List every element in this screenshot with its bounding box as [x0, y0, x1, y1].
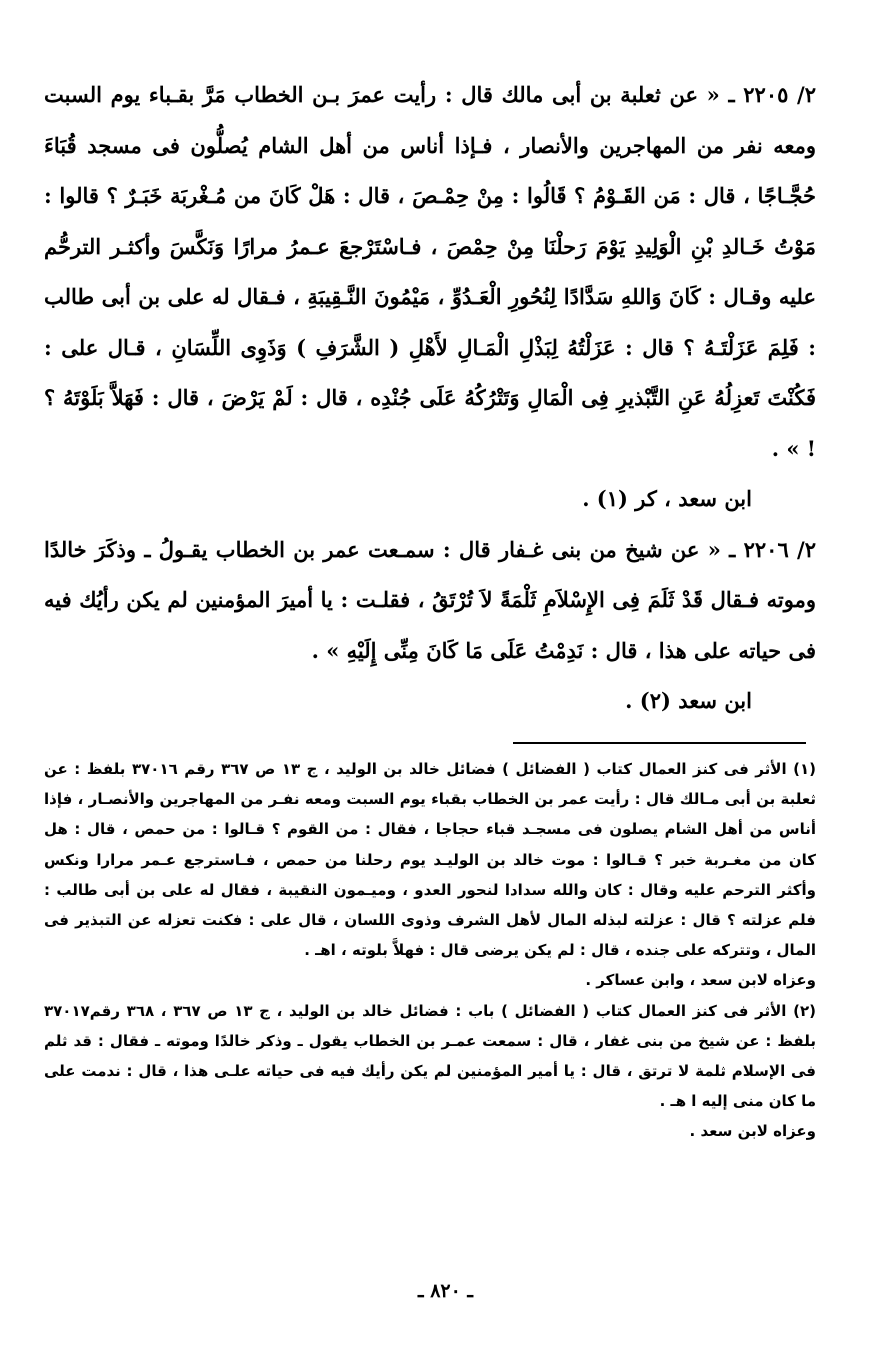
hadith-entry-2206: ٢/ ٢٢٠٦ ـ « عن شيخ من بنى غـفار قال : سمـعت عمر بن الخطاب يقـولُ ـ وذكَرَ خالدًا وموته فـقال قَدْ ثَلَمَ فِى الإِسْلاَمِ ثَلْمَةً لاَ تُرْتَقُ ، فقلـت : يا أميرَ المؤمنين لم يكن رأيُك فيه فى حياته على هذا ، قال : نَدِمْتُ عَلَى مَا كَانَ مِنِّى إِلَيْهِ » .: [44, 536, 816, 663]
footnotes: [44, 754, 816, 1147]
hadith-source-2206: ابن سعد (٢) .: [625, 688, 752, 713]
footnote-1-attribution: وعزاه لابن سعد ، وابن عساكر .: [585, 971, 816, 990]
footnote-1: (١) الأثر فى كنز العمال كتاب ( الفضائل ) فضائل خالد بن الوليد ، ج ١٣ ص ٣٦٧ رقم ٣٧٠١٦ بلفظ : عن ثعلبة بن أبى مـالك قال : رأيت عمر بن الخطاب بقباء يوم السبت ومعه نفـر من المهاجرين والأنصـار ، فإذا أناس من أهل الشام يصلون فى مسجـد قباء حجاجا ، فقال : من القوم ؟ قـالوا : من حمص ، قال : هل كان من مغـربة خبر ؟ قـالوا : موت خالد بن الوليـد يوم رحلنا من حمص ، فـاسترجع عـمر مرارا ونكس وأكثر الترحم عليه وقال : كان والله سدادا لنحور العدو ، وميـمون النقيبة ، فقال له على بن أبى طالب : فلم عزلته ؟ قال : عزلته لبذله المال لأهل الشرف وذوى اللسان ، قال على : فكنت تعزله عن التبذير فى المال ، وتتركه على جنده ، قال : لم يكن يرضى قال : فهلاَّ بلوته ، اهـ .: [44, 760, 816, 960]
footnote-2-attribution: وعزاه لابن سعد .: [689, 1122, 816, 1141]
main-text: [44, 70, 816, 727]
footnote-divider: [513, 742, 806, 744]
page-number: ـ ٨٢٠ ـ: [418, 1280, 473, 1302]
hadith-source-2205: ابن سعد ، كر (١) .: [582, 486, 752, 511]
footnote-2: (٢) الأثر فى كنز العمال كتاب ( الفضائل ) باب : فضائل خالد بن الوليد ، ج ١٣ ص ٣٦٧ ، ٣٦٨ رقم٣٧٠١٧ بلفظ : عن شيخ من بنى غفار ، قال : سمعت عمـر بن الخطاب يقول ـ وذكر خالدًا وموته ـ فقال : قد ثلم فى الإسلام ثلمة لا ترتق ، قال : يا أمير المؤمنين لم يكن رأيك فيه فى حياته علـى هذا ، قال : ندمت على ما كان منى إليه ا هـ .: [44, 1001, 816, 1111]
hadith-entry-2205: ٢/ ٢٢٠٥ ـ « عن ثعلبة بن أبى مالك قال : رأيت عمرَ بـن الخطاب مَرَّ بقـباء يوم السبت ومعه نفر من المهاجرين والأنصار ، فـإذا أناس من أهل الشام يُصلُّون فى مسجد قُبَاءَ حُجَّـاجًا ، قال : مَن القَـوْمُ ؟ قَالُوا : مِنْ حِمْـصَ ، قال : هَلْ كَانَ من مُـغْربَة خَبَـرٌ ؟ قالوا : مَوْتُ خَـالدِ بْنِ الْوَلِيدِ يَوْمَ رَحلْنَا مِنْ حِمْصَ ، فـاسْتَرْجعَ عـمرُ مرارًا وَنَكَّسَ وأكثـر الترحُّم عليه وقـال : كَانَ وَاللهِ سَدَّادًا لِنُحُورِ الْعَـدُوِّ ، مَيْمُونَ النَّـقِيبَةِ ، فـقال له على بن أبى طالب : فَلِمَ عَزَلْتَـهُ ؟ قال : عَزَلْتُهُ لِبَذْلِ الْمَـالِ لأَهْلِ ( الشَّرَفِ ) وَذَوِى اللِّسَانِ ، قـال على : فَكُنْتَ تَعزِلُهُ عَنِ التَّبْذيرِ فِى الْمَالِ وَتَتْرُكُهُ عَلَى جُنْدِه ، قال : لَمْ يَرْضَ ، قال : فَهَلاَّ بَلَوْتَهُ ؟ ! » .: [44, 82, 817, 461]
